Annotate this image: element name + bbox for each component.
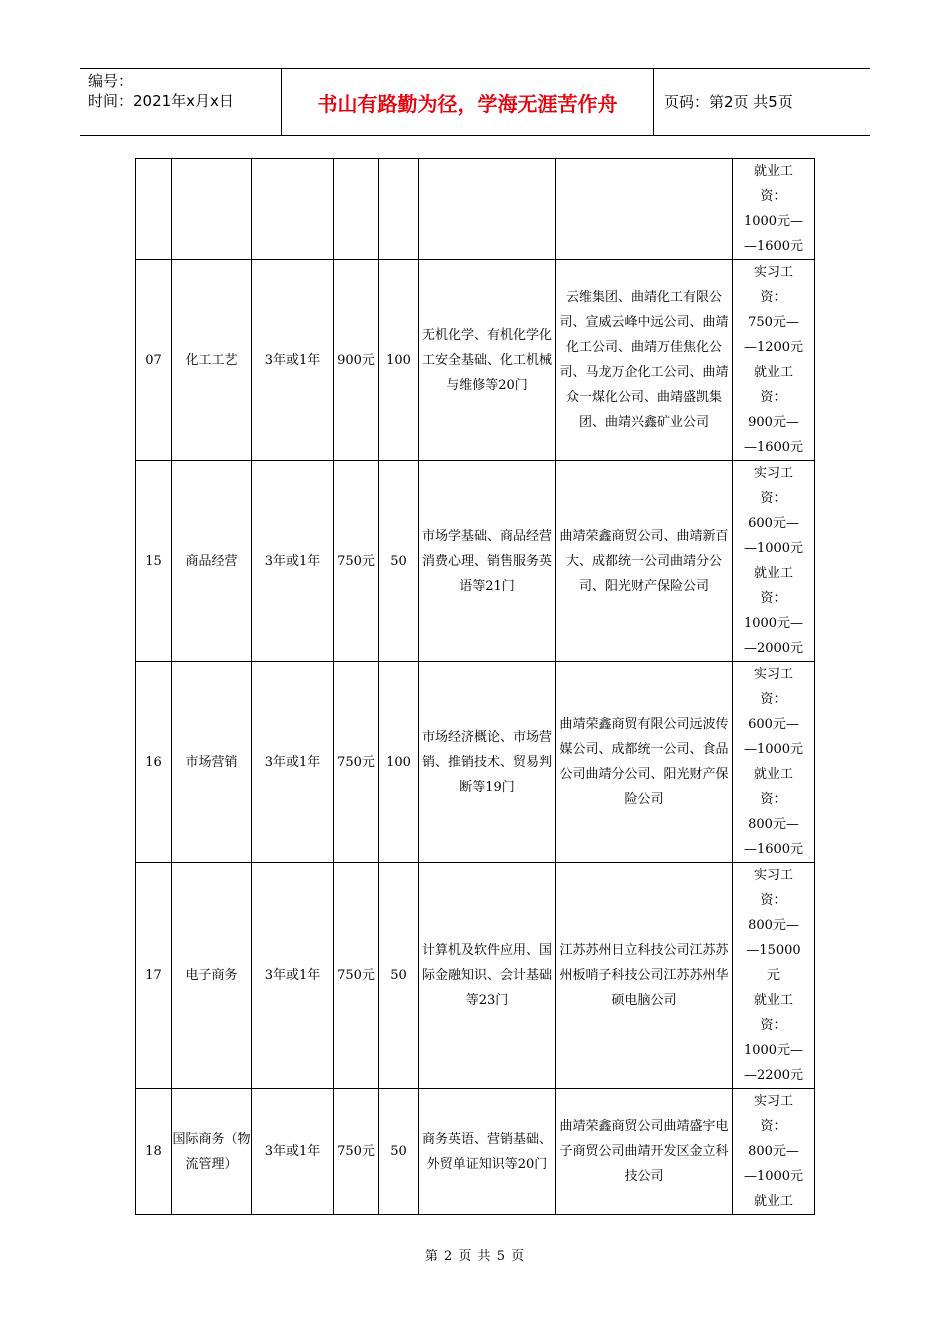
years-cell: 3年或1年 bbox=[252, 260, 334, 461]
salary-line: 就业工 bbox=[753, 566, 793, 581]
companies-cell: 云维集团、曲靖化工有限公司、宣威云峰中远公司、曲靖化工公司、曲靖万佳焦化公司、马龙万企化工公司、曲靖众一煤化公司、曲靖盛凯集团、曲靖兴鑫矿业公司 bbox=[556, 260, 733, 461]
companies-cell bbox=[556, 159, 733, 260]
major-cell: 市场营销 bbox=[172, 662, 252, 863]
fee-cell bbox=[334, 159, 379, 260]
salary-line: 实习工 bbox=[753, 1094, 793, 1109]
salary-cell bbox=[733, 260, 815, 461]
salary-line: 800元— bbox=[748, 1144, 799, 1159]
count-cell: 100 bbox=[379, 260, 419, 461]
courses-cell: 商务英语、营销基础、外贸单证知识等20门 bbox=[419, 1089, 556, 1215]
salary-cell bbox=[733, 159, 815, 260]
majors-table bbox=[135, 158, 815, 1215]
salary-line: —2200元 bbox=[743, 1068, 804, 1083]
table-body bbox=[136, 159, 815, 1215]
code-cell: 18 bbox=[136, 1089, 172, 1215]
courses-cell: 市场经济概论、市场营销、推销技术、贸易判断等19门 bbox=[419, 662, 556, 863]
table-row bbox=[136, 159, 815, 260]
salary-line: 资： bbox=[760, 692, 787, 707]
salary-line: 1000元— bbox=[743, 1043, 804, 1058]
salary-line: 资： bbox=[760, 1119, 787, 1134]
count-cell: 50 bbox=[379, 863, 419, 1089]
salary-line: 1000元— bbox=[743, 214, 804, 229]
fee-cell: 750元 bbox=[334, 461, 379, 662]
salary-line: —1000元 bbox=[743, 541, 804, 556]
salary-line: 900元— bbox=[748, 415, 799, 430]
fee-cell: 750元 bbox=[334, 1089, 379, 1215]
page-header bbox=[80, 68, 870, 136]
salary-line: 就业工 bbox=[753, 767, 793, 782]
salary-line: 就业工 bbox=[753, 993, 793, 1008]
count-cell: 100 bbox=[379, 662, 419, 863]
count-cell bbox=[379, 159, 419, 260]
years-cell: 3年或1年 bbox=[252, 863, 334, 1089]
page-code: 页码：第2页 共5页 bbox=[664, 93, 793, 111]
code-cell: 17 bbox=[136, 863, 172, 1089]
page-footer: 第 2 页 共 5 页 bbox=[424, 1249, 526, 1264]
salary-line: 实习工 bbox=[753, 265, 793, 280]
major-cell: 化工工艺 bbox=[172, 260, 252, 461]
salary-line: 800元— bbox=[748, 918, 799, 933]
salary-line: 就业工 bbox=[753, 365, 793, 380]
header-divider bbox=[653, 69, 654, 135]
salary-line: 资： bbox=[760, 390, 787, 405]
salary-cell bbox=[733, 461, 815, 662]
salary-line: —2000元 bbox=[743, 641, 804, 656]
salary-cell bbox=[733, 662, 815, 863]
years-cell: 3年或1年 bbox=[252, 662, 334, 863]
count-cell: 50 bbox=[379, 1089, 419, 1215]
salary-line: —1200元 bbox=[743, 340, 804, 355]
salary-line: —1000元 bbox=[743, 1169, 804, 1184]
salary-line: —15000 bbox=[746, 943, 801, 958]
salary-line: 元 bbox=[766, 968, 780, 983]
salary-line: —1000元 bbox=[743, 742, 804, 757]
salary-line: 就业工 bbox=[753, 164, 793, 179]
courses-cell bbox=[419, 159, 556, 260]
header-meta bbox=[88, 71, 234, 111]
table-row bbox=[136, 260, 815, 461]
fee-cell: 750元 bbox=[334, 863, 379, 1089]
salary-line: 600元— bbox=[748, 516, 799, 531]
courses-cell: 市场学基础、商品经营消费心理、销售服务英语等21门 bbox=[419, 461, 556, 662]
table-row bbox=[136, 863, 815, 1089]
number-label: 编号： bbox=[88, 72, 134, 90]
salary-line: 资： bbox=[760, 189, 787, 204]
major-cell bbox=[172, 159, 252, 260]
courses-cell: 计算机及软件应用、国际金融知识、会计基础等23门 bbox=[419, 863, 556, 1089]
years-cell: 3年或1年 bbox=[252, 1089, 334, 1215]
salary-cell bbox=[733, 863, 815, 1089]
count-cell: 50 bbox=[379, 461, 419, 662]
salary-line: 750元— bbox=[748, 315, 799, 330]
salary-line: 800元— bbox=[748, 817, 799, 832]
salary-line: —1600元 bbox=[743, 842, 804, 857]
table-row bbox=[136, 461, 815, 662]
salary-line: 资： bbox=[760, 491, 787, 506]
salary-line: 资： bbox=[760, 591, 787, 606]
salary-line: 资： bbox=[760, 290, 787, 305]
companies-cell: 曲靖荣鑫商贸有限公司远波传媒公司、成都统一公司、食品公司曲靖分公司、阳光财产保险公司 bbox=[556, 662, 733, 863]
years-cell: 3年或1年 bbox=[252, 461, 334, 662]
fee-cell: 900元 bbox=[334, 260, 379, 461]
time-text: 时间：2021年x月x日 bbox=[88, 92, 234, 110]
companies-cell: 曲靖荣鑫商贸公司、曲靖新百大、成都统一公司曲靖分公司、阳光财产保险公司 bbox=[556, 461, 733, 662]
major-cell: 商品经营 bbox=[172, 461, 252, 662]
major-cell: 电子商务 bbox=[172, 863, 252, 1089]
salary-line: 资： bbox=[760, 792, 787, 807]
companies-cell: 江苏苏州日立科技公司江苏苏州板哨子科技公司江苏苏州华硕电脑公司 bbox=[556, 863, 733, 1089]
years-cell bbox=[252, 159, 334, 260]
salary-line: 实习工 bbox=[753, 667, 793, 682]
salary-cell bbox=[733, 1089, 815, 1215]
salary-line: —1600元 bbox=[743, 440, 804, 455]
salary-line: 实习工 bbox=[753, 466, 793, 481]
code-cell bbox=[136, 159, 172, 260]
salary-line: 资： bbox=[760, 1018, 787, 1033]
salary-line: 实习工 bbox=[753, 868, 793, 883]
salary-line: —1600元 bbox=[743, 239, 804, 254]
code-cell: 16 bbox=[136, 662, 172, 863]
major-cell: 国际商务（物流管理） bbox=[172, 1089, 252, 1215]
companies-cell: 曲靖荣鑫商贸公司曲靖盛宇电子商贸公司曲靖开发区金立科技公司 bbox=[556, 1089, 733, 1215]
table-row bbox=[136, 1089, 815, 1215]
salary-line: 1000元— bbox=[743, 616, 804, 631]
code-cell: 15 bbox=[136, 461, 172, 662]
header-motto: 书山有路勤为径，学海无涯苦作舟 bbox=[317, 92, 618, 116]
table-row bbox=[136, 662, 815, 863]
salary-line: 资： bbox=[760, 893, 787, 908]
salary-line: 就业工 bbox=[753, 1194, 793, 1209]
salary-line: 600元— bbox=[748, 717, 799, 732]
code-cell: 07 bbox=[136, 260, 172, 461]
courses-cell: 无机化学、有机化学化工安全基础、化工机械与维修等20门 bbox=[419, 260, 556, 461]
fee-cell: 750元 bbox=[334, 662, 379, 863]
